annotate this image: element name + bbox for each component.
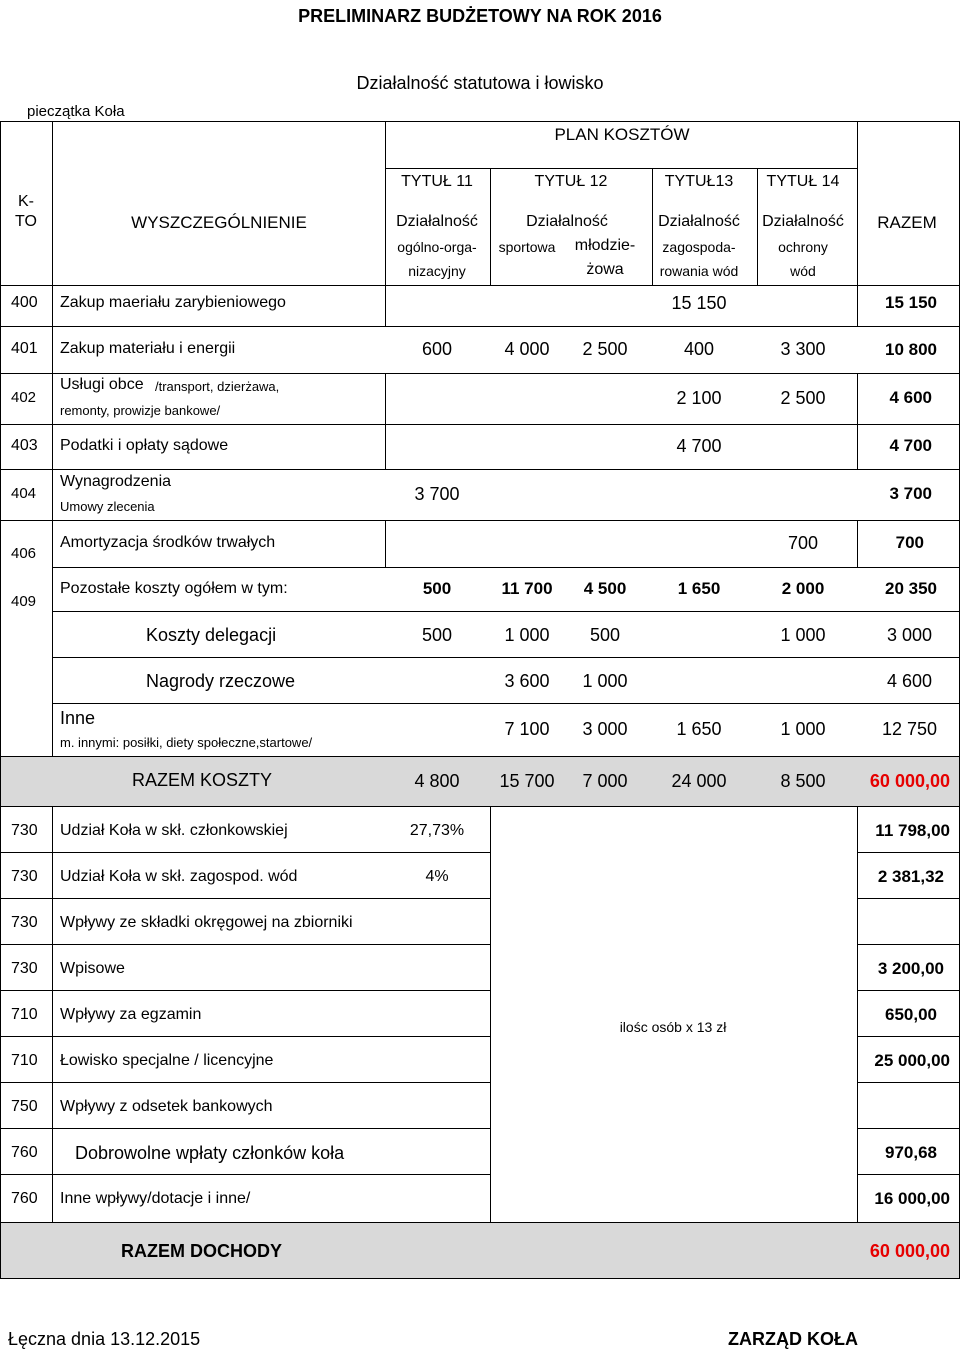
row-label: Pozostałe koszty ogółem w tym: xyxy=(60,580,288,597)
cell-c4: 400 xyxy=(683,339,715,359)
header-c1a: ogólno-orga- xyxy=(397,239,477,255)
header-c3b: żowa xyxy=(586,261,624,278)
footer-board: ZARZĄD KOŁA xyxy=(728,1329,858,1349)
cell-c5: 1 000 xyxy=(780,719,826,739)
stamp-label: pieczątka Koła xyxy=(27,103,125,120)
row-label: Wpływy ze składki okręgowej na zbiorniki xyxy=(60,914,353,931)
cell-c5: 2 500 xyxy=(780,388,826,408)
row-label: Inne xyxy=(60,708,96,728)
row-code: 760 xyxy=(11,1144,38,1161)
row-code: 404 xyxy=(11,485,37,502)
cell-c2: 15 700 xyxy=(499,771,555,791)
cell-c1: 500 xyxy=(421,625,453,645)
income-sum-label: RAZEM DOCHODY xyxy=(121,1241,282,1261)
row-label: Inne wpływy/dotacje i inne/ xyxy=(60,1190,251,1207)
row-label: Łowisko specjalne / licencyjne xyxy=(60,1052,274,1069)
cell-c2: 3 600 xyxy=(504,671,550,691)
cell-c5: 3 300 xyxy=(780,339,826,359)
cell-total: 3 700 xyxy=(889,484,932,503)
header-c5a: ochrony xyxy=(778,239,828,255)
header-c3a: młodzie- xyxy=(574,237,636,254)
row-code: 401 xyxy=(11,340,38,357)
cell-c5: 1 000 xyxy=(780,625,826,645)
cell-total: 16 000,00 xyxy=(874,1189,950,1208)
cell-total: 2 381,32 xyxy=(877,867,944,886)
cell-total: 25 000,00 xyxy=(874,1051,950,1070)
cell-c3: 2 500 xyxy=(582,339,628,359)
cell-c1: 500 xyxy=(422,579,452,598)
header-tytul12: TYTUŁ 12 xyxy=(534,173,608,190)
row-label: Amortyzacja środków trwałych xyxy=(60,534,276,551)
cell-total: 3 200,00 xyxy=(877,959,944,978)
cell-c1: 600 xyxy=(421,339,453,359)
cell-c5: 2 000 xyxy=(781,579,825,598)
cell-total: 970,68 xyxy=(885,1143,937,1162)
cell-c5: 700 xyxy=(787,533,819,553)
header-dz2: Działalność xyxy=(526,213,608,230)
row-code: 730 xyxy=(11,868,38,885)
cell-c2: 4 000 xyxy=(504,339,550,359)
row-label: Usługi obce xyxy=(60,376,144,393)
header-kto2: TO xyxy=(15,213,37,230)
cell-total: 4 700 xyxy=(889,436,932,455)
row-label: Podatki i opłaty sądowe xyxy=(60,437,229,454)
row-code: 400 xyxy=(11,294,38,311)
header-tytul14: TYTUŁ 14 xyxy=(766,173,840,190)
cell-c1: 3 700 xyxy=(414,484,460,504)
row-label-detail: Umowy zlecenia xyxy=(60,499,155,514)
income-note: ilośc osób x 13 zł xyxy=(619,1019,727,1035)
row-label: Wpływy z odsetek bankowych xyxy=(60,1098,273,1115)
header-wyszczegolnienie: WYSZCZEGÓLNIENIE xyxy=(131,213,307,232)
cell-c4: 2 100 xyxy=(676,388,722,408)
row-label: Wpisowe xyxy=(60,960,125,977)
cell-total: 11 798,00 xyxy=(875,821,950,840)
row-code: 730 xyxy=(11,914,38,931)
cell-total: 10 800 xyxy=(885,340,937,359)
row-code: 402 xyxy=(11,389,37,406)
header-c5b: wód xyxy=(790,263,816,279)
cell-c3: 7 000 xyxy=(582,771,628,791)
plan-header: PLAN KOSZTÓW xyxy=(554,125,690,144)
row-code: 710 xyxy=(11,1006,38,1023)
header-kto: K- xyxy=(18,193,34,210)
cell-c4: 24 000 xyxy=(671,771,727,791)
header-c4b: rowania wód xyxy=(659,263,739,279)
cell-c4: 1 650 xyxy=(677,579,721,598)
page-subtitle: Działalność statutowa i łowisko xyxy=(356,73,604,93)
header-dz3: Działalność xyxy=(658,213,740,230)
costs-sum-total: 60 000,00 xyxy=(869,771,950,791)
cell-total: 20 350 xyxy=(885,579,937,598)
cell-total: 15 150 xyxy=(885,293,937,312)
row-code: 730 xyxy=(11,960,38,977)
header-c2: sportowa xyxy=(498,239,556,255)
row-code: 710 xyxy=(11,1052,38,1069)
cell-total: 12 750 xyxy=(881,719,937,739)
costs-sum-label: RAZEM KOSZTY xyxy=(132,770,273,790)
row-label: Udział Koła w skł. członkowskiej xyxy=(60,822,288,839)
cell-pct: 4% xyxy=(425,868,449,885)
cell-c3: 500 xyxy=(589,625,621,645)
cell-c3: 4 500 xyxy=(583,579,627,598)
header-c1b: nizacyjny xyxy=(408,263,466,279)
cell-total: 650,00 xyxy=(885,1005,937,1024)
row-code: 409 xyxy=(11,593,37,610)
row-label: Udział Koła w skł. zagospod. wód xyxy=(60,868,298,885)
cell-c3: 1 000 xyxy=(582,671,628,691)
cell-pct: 27,73% xyxy=(409,822,465,839)
cell-c2: 7 100 xyxy=(504,719,550,739)
row-label: Wpływy za egzamin xyxy=(60,1006,202,1023)
row-code: 760 xyxy=(11,1190,38,1207)
header-c4a: zagospoda- xyxy=(662,239,736,255)
row-label: Zakup materiału i energii xyxy=(60,340,236,357)
header-tytul13: TYTUŁ13 xyxy=(664,173,734,190)
row-code: 750 xyxy=(11,1098,38,1115)
cell-c2: 1 000 xyxy=(504,625,550,645)
row-label: Zakup maeriału zarybieniowego xyxy=(60,294,286,311)
cell-c5: 8 500 xyxy=(780,771,826,791)
cell-c4: 1 650 xyxy=(676,719,722,739)
row-label: Nagrody rzeczowe xyxy=(146,671,296,691)
cell-c3: 3 000 xyxy=(582,719,628,739)
cell-total: 3 000 xyxy=(886,625,932,645)
cell-c4: 4 700 xyxy=(676,436,722,456)
row-label: Koszty delegacji xyxy=(146,625,277,645)
cell-c4: 15 150 xyxy=(671,293,727,313)
cell-total: 700 xyxy=(895,533,924,552)
header-dz1: Działalność xyxy=(396,213,478,230)
row-code: 730 xyxy=(11,822,38,839)
row-code: 403 xyxy=(11,437,38,454)
header-tytul11: TYTUŁ 11 xyxy=(401,173,473,190)
income-sum-total: 60 000,00 xyxy=(869,1241,950,1261)
row-label: Dobrowolne wpłaty członków koła xyxy=(75,1143,345,1163)
row-label-detail: /transport, dzierżawa, xyxy=(155,379,280,394)
cell-total: 4 600 xyxy=(889,388,932,407)
row-label-detail2: remonty, prowizje bankowe/ xyxy=(60,403,221,418)
cell-total: 4 600 xyxy=(886,671,932,691)
cell-c1: 4 800 xyxy=(414,771,460,791)
row-label: Wynagrodzenia xyxy=(60,473,172,490)
header-razem: RAZEM xyxy=(877,213,937,232)
cell-c2: 11 700 xyxy=(501,579,553,598)
page-title: PRELIMINARZ BUDŻETOWY NA ROK 2016 xyxy=(298,6,662,26)
row-code: 406 xyxy=(11,545,37,562)
header-dz4: Działalność xyxy=(762,213,844,230)
row-label-detail: m. innymi: posiłki, diety społeczne,startowe/ xyxy=(60,735,313,750)
footer-place-date: Łęczna dnia 13.12.2015 xyxy=(8,1329,201,1349)
